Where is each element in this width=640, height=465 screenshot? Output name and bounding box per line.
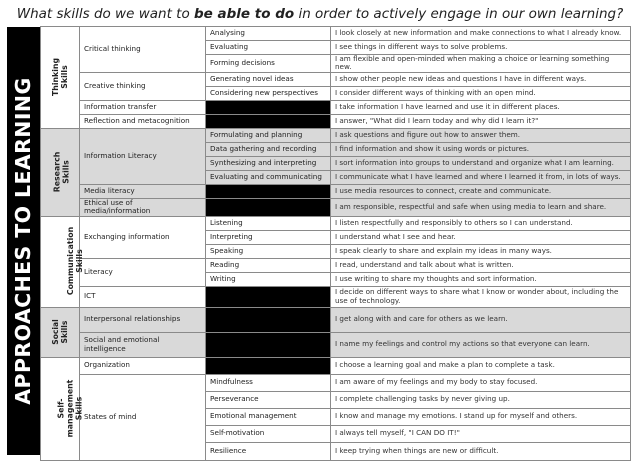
description-cell: I am flexible and open-minded when making a choice or learning something new. [331,55,631,73]
description-cell: I decide on different ways to share what I know or wonder about, including the use of technology. [331,286,631,307]
category-thinking: Thinking Skills [41,27,80,129]
subskill-cell: Listening [206,216,331,230]
table-row [41,128,631,142]
description-cell: I am responsible, respectful and safe when using media to learn and share. [331,198,631,216]
description-cell: I see things in different ways to solve problems. [331,41,631,55]
description-cell: I speak clearly to share and explain my ideas in many ways. [331,244,631,258]
subskill-cell: Generating novel ideas [206,72,331,86]
subskill-cell: Synthesizing and interpreting [206,156,331,170]
page-title: What skills do we want to be able to do in order to actively engage in our own learning? [16,6,624,22]
description-cell: I get along with and care for others as we learn. [331,307,631,332]
subskill-cell: Analysing [206,27,331,41]
description-cell: I use writing to share my thoughts and sort information. [331,272,631,286]
description-cell: I choose a learning goal and make a plan to complete a task. [331,357,631,374]
subskill-cell: Mindfulness [206,374,331,391]
skill-cell: Ethical use of media/information [80,198,206,216]
description-cell: I answer, "What did I learn today and why did I learn it?" [331,114,631,128]
description-cell: I ask questions and figure out how to answer them. [331,128,631,142]
table-row [41,307,631,332]
subskill-cell: Self-motivation [206,425,331,442]
blank-cell [206,184,331,198]
description-cell: I use media resources to connect, create and communicate. [331,184,631,198]
skill-cell: Exchanging information [80,216,206,258]
subskill-cell: Reading [206,258,331,272]
description-cell: I know and manage my emotions. I stand up for myself and others. [331,408,631,425]
description-cell: I listen respectfully and responsibly to others so I can understand. [331,216,631,230]
description-cell: I complete challenging tasks by never giving up. [331,391,631,408]
skill-cell: Social and emotional intelligence [80,332,206,357]
side-label: APPROACHES TO LEARNING [11,77,35,405]
subskill-cell: Data gathering and recording [206,142,331,156]
blank-cell [206,307,331,332]
table-row [41,27,631,41]
table-row [41,184,631,198]
description-cell: I understand what I see and hear. [331,230,631,244]
subskill-cell: Forming decisions [206,55,331,73]
subskill-cell: Resilience [206,442,331,460]
skills-table [40,26,631,461]
description-cell: I show other people new ideas and questions I have in different ways. [331,72,631,86]
skill-cell: ICT [80,286,206,307]
subskill-cell: Emotional management [206,408,331,425]
skill-cell: States of mind [80,374,206,460]
subskill-cell: Perseverance [206,391,331,408]
description-cell: I keep trying when things are new or difficult. [331,442,631,460]
description-cell: I find information and show it using words or pictures. [331,142,631,156]
category-social: Social Skills [41,307,80,357]
table-row [41,100,631,114]
blank-cell [206,357,331,374]
skill-cell: Organization [80,357,206,374]
subskill-cell: Writing [206,272,331,286]
subskill-cell: Evaluating [206,41,331,55]
subskill-cell: Interpreting [206,230,331,244]
table-row [41,114,631,128]
table-row [41,357,631,374]
blank-cell [206,198,331,216]
skill-cell: Literacy [80,258,206,286]
table-row [41,374,631,391]
table-row [41,286,631,307]
description-cell: I take information I have learned and use it in different places. [331,100,631,114]
description-cell: I always tell myself, "I CAN DO IT!" [331,425,631,442]
subskill-cell: Speaking [206,244,331,258]
skill-cell: Media literacy [80,184,206,198]
skill-cell: Critical thinking [80,27,206,73]
description-cell: I consider different ways of thinking with an open mind. [331,86,631,100]
subskill-cell: Formulating and planning [206,128,331,142]
subskill-cell: Considering new perspectives [206,86,331,100]
subskill-cell: Evaluating and communicating [206,170,331,184]
skill-cell: Information Literacy [80,128,206,184]
description-cell: I sort information into groups to understand and organize what I am learning. [331,156,631,170]
description-cell: I communicate what I have learned and where I learned it from, in lots of ways. [331,170,631,184]
skill-cell: Interpersonal relationships [80,307,206,332]
table-row [41,198,631,216]
skill-cell: Information transfer [80,100,206,114]
description-cell: I read, understand and talk about what is written. [331,258,631,272]
blank-cell [206,100,331,114]
category-research: Research Skills [41,128,80,216]
blank-cell [206,114,331,128]
category-self-management: Self-management Skills [41,357,80,460]
skill-cell: Reflection and metacognition [80,114,206,128]
table-row [41,72,631,86]
table-row [41,332,631,357]
blank-cell [206,332,331,357]
skill-cell: Creative thinking [80,72,206,100]
table-row [41,258,631,272]
description-cell: I look closely at new information and make connections to what I already know. [331,27,631,41]
blank-cell [206,286,331,307]
description-cell: I name my feelings and control my actions so that everyone can learn. [331,332,631,357]
description-cell: I am aware of my feelings and my body to stay focused. [331,374,631,391]
category-communication: Communication Skills [41,216,80,307]
table-row [41,216,631,230]
